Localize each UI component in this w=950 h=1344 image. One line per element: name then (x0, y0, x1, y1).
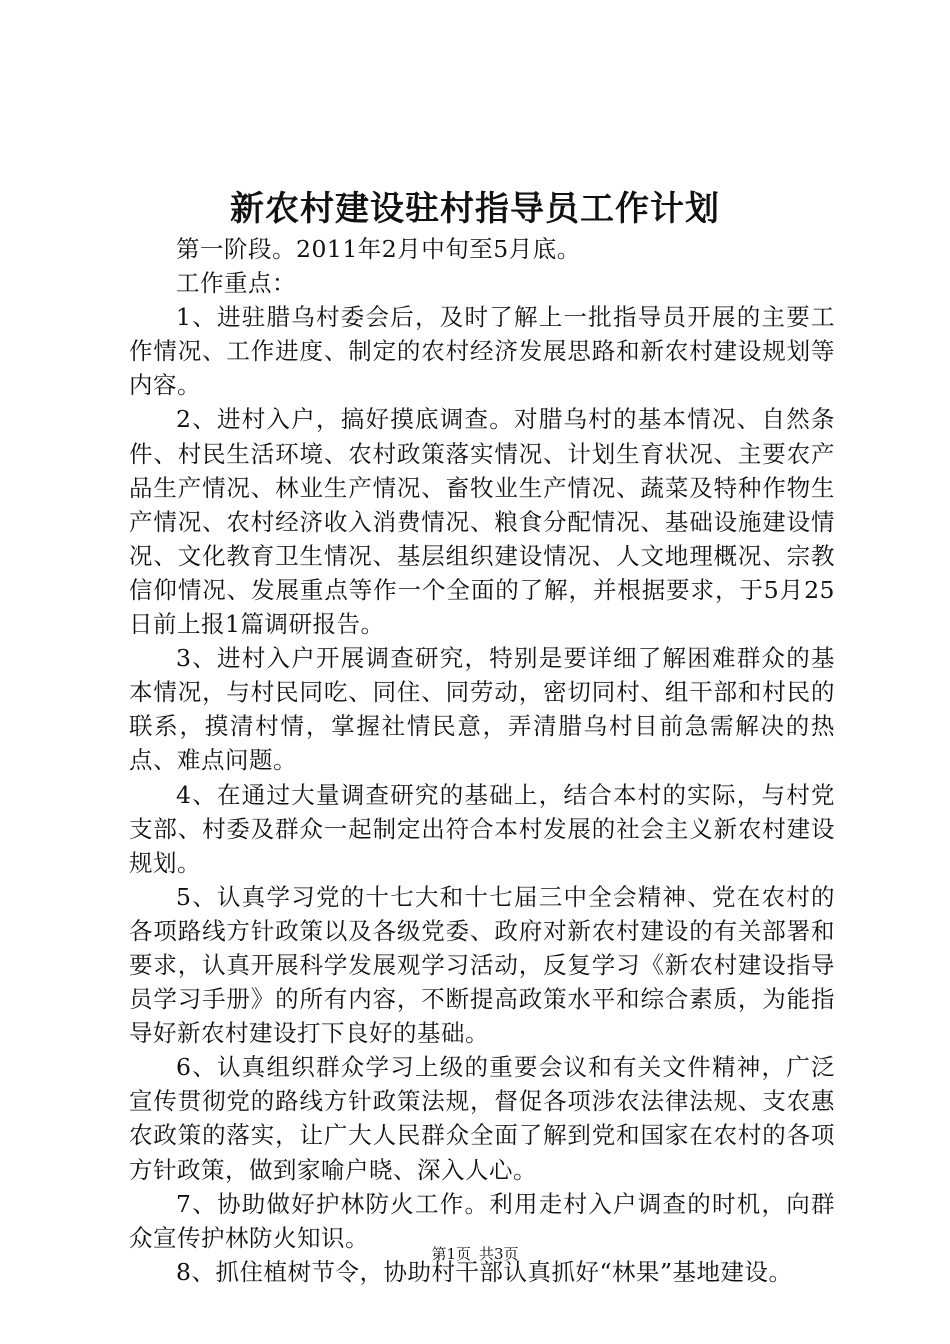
paragraph-stage: 第一阶段。2011年2月中旬至5月底。 (176, 235, 581, 263)
paragraph-item-7: 7、协助做好护林防火工作。利用走村入户调查的时机，向群众宣传护林防火知识。 (129, 1189, 835, 1252)
paragraph-item-4: 4、在通过大量调查研究的基础上，结合本村的实际，与村党支部、村委及群众一起制定出符合本村发展的社会主义新农村建设规划。 (129, 780, 835, 877)
document-body (129, 232, 835, 1289)
page-footer (0, 1244, 950, 1264)
paragraph-item-1: 1、进驻腊乌村委会后，及时了解上一批指导员开展的主要工作情况、工作进度、制定的农村经济发展思路和新农村建设规划等内容。 (129, 303, 835, 400)
page-number: 第1页 (431, 1245, 471, 1263)
paragraph-item-5: 5、认真学习党的十七大和十七届三中全会精神、党在农村的各项路线方针政策以及各级党委、政府对新农村建设的有关部署和要求，认真开展科学发展观学习活动，反复学习《新农村建设指导员学习手册》的所有内容，不断提高政策水平和综合素质，为能指导好新农村建设打下良好的基础。 (129, 882, 835, 1048)
paragraph-focus-heading: 工作重点： (176, 269, 296, 298)
paragraph-item-3: 3、进村入户开展调查研究，特别是要详细了解困难群众的基本情况，与村民同吃、同住、同劳动，密切同村、组干部和村民的联系，摸清村情，掌握社情民意，弄清腊乌村目前急需解决的热点、难点问题。 (129, 644, 835, 775)
document-title: 新农村建设驻村指导员工作计划 (230, 189, 720, 229)
paragraph-item-2: 2、进村入户，搞好摸底调查。对腊乌村的基本情况、自然条件、村民生活环境、农村政策落实情况、计划生育状况、主要农产品生产情况、林业生产情况、畜牧业生产情况、蔬菜及特种作物生产情况、农村经济收入消费情况、粮食分配情况、基础设施建设情况、文化教育卫生情况、基层组织建设情况、人文地理概况、宗教信仰情况、发展重点等作一个全面的了解，并根据要求，于5月25日前上报1篇调研报告。 (129, 405, 835, 639)
paragraph-item-6: 6、认真组织群众学习上级的重要会议和有关文件精神，广泛宣传贯彻党的路线方针政策法规，督促各项涉农法律法规、支农惠农政策的落实，让广大人民群众全面了解到党和国家在农村的各项方针政策，做到家喻户晓、深入人心。 (129, 1053, 835, 1184)
paragraph-item-8: 8、抓住植树节令，协助村干部认真抓好“林果”基地建设。 (176, 1257, 793, 1286)
page-total: 共3页 (479, 1245, 519, 1263)
